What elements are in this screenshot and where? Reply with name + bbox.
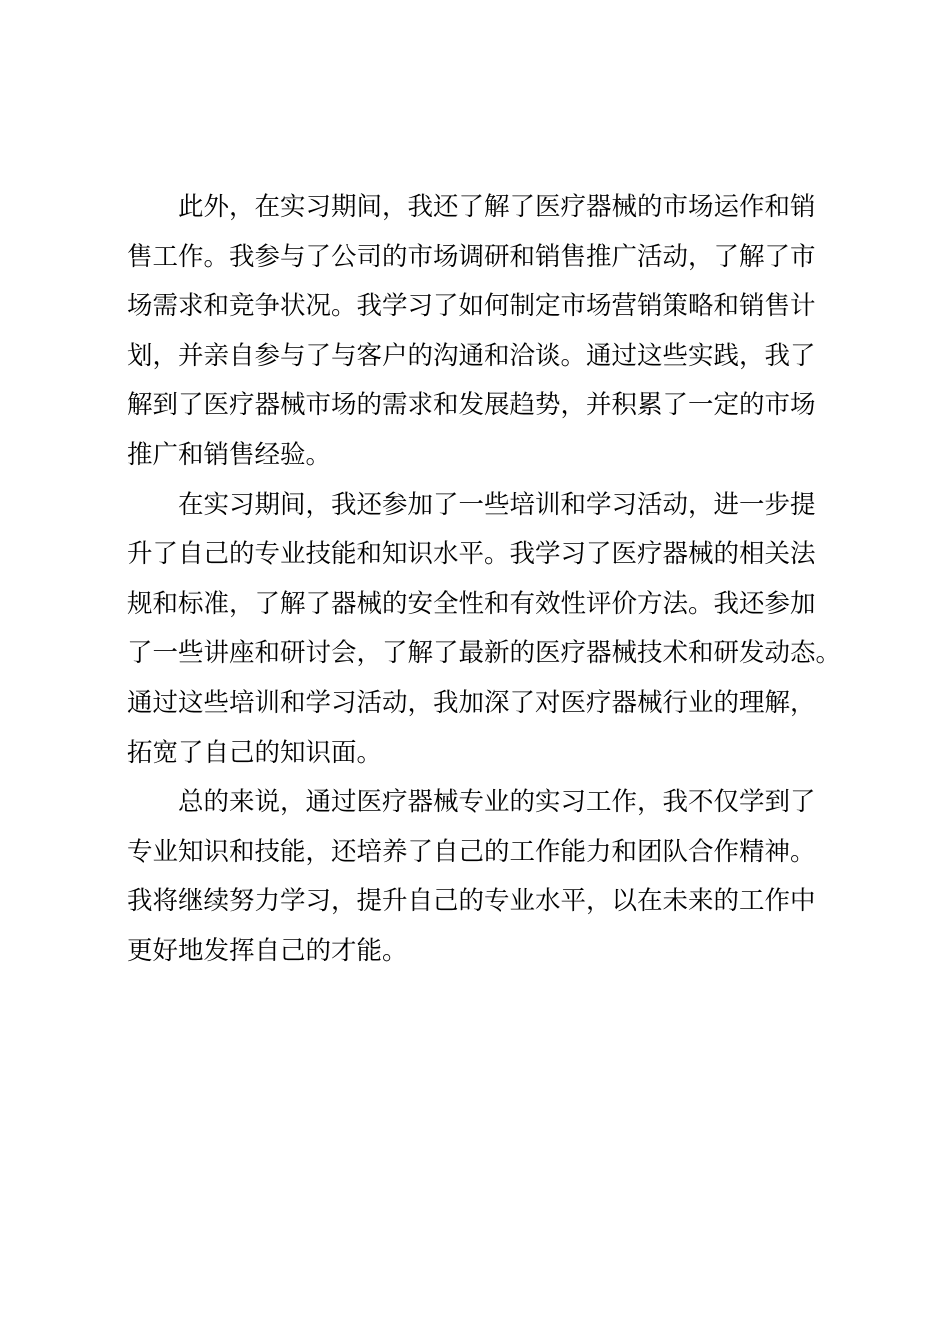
text-line: 了一些讲座和研讨会，了解了最新的医疗器械技术和研发动态。	[127, 638, 842, 669]
paragraph-market-sales	[127, 183, 837, 481]
text-line: 总的来说，通过医疗器械专业的实习工作，我不仅学到了	[178, 787, 816, 818]
text-line: 推广和销售经验。	[127, 439, 332, 470]
text-line: 通过这些培训和学习活动，我加深了对医疗器械行业的理解，	[127, 687, 816, 718]
text-line: 升了自己的专业技能和知识水平。我学习了医疗器械的相关法	[127, 539, 816, 570]
text-line: 售工作。我参与了公司的市场调研和销售推广活动，了解了市	[127, 241, 816, 272]
text-line: 在实习期间，我还参加了一些培训和学习活动，进一步提	[178, 489, 816, 520]
text-line: 更好地发挥自己的才能。	[127, 935, 408, 966]
text-line: 场需求和竞争状况。我学习了如何制定市场营销策略和销售计	[127, 291, 816, 322]
paragraph-training	[127, 481, 842, 779]
paragraph-summary	[127, 778, 837, 976]
document-body	[127, 183, 842, 977]
text-line: 专业知识和技能，还培养了自己的工作能力和团队合作精神。	[127, 836, 816, 867]
text-line: 我将继续努力学习，提升自己的专业水平，以在未来的工作中	[127, 886, 816, 917]
text-line: 规和标准，了解了器械的安全性和有效性评价方法。我还参加	[127, 588, 816, 619]
text-line: 此外，在实习期间，我还了解了医疗器械的市场运作和销	[178, 192, 816, 222]
text-line: 划，并亲自参与了与客户的沟通和洽谈。通过这些实践，我了	[127, 340, 816, 371]
text-line: 拓宽了自己的知识面。	[127, 737, 383, 768]
text-line: 解到了医疗器械市场的需求和发展趋势，并积累了一定的市场	[127, 390, 816, 421]
